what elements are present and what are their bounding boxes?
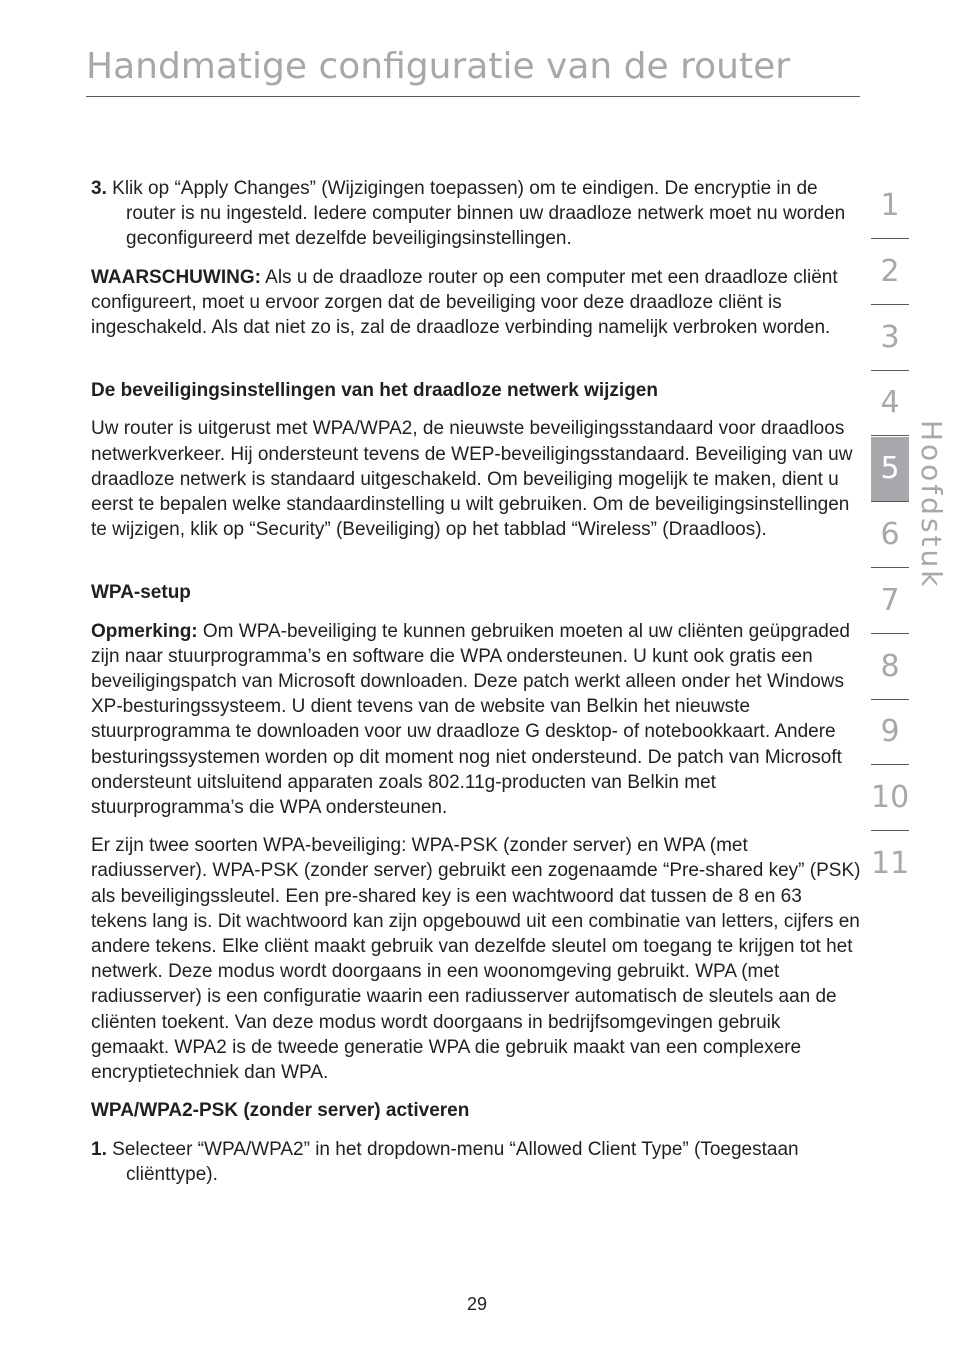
chapter-side-label: Hoofdstuk: [915, 420, 948, 590]
title-divider: [86, 96, 860, 97]
step-3-text: Klik op “Apply Changes” (Wijzigingen toepassen) om te eindigen. De encryptie in de router is nu ingesteld. Iedere computer binnen uw draadloze netwerk moet nu worden geconfigureerd met dezelfde beveiligingsinstellingen.: [112, 178, 846, 250]
chapter-tab-6[interactable]: 6: [871, 503, 909, 567]
chapter-tab-2[interactable]: 2: [871, 240, 909, 304]
page-title: Handmatige configuratie van de router: [86, 46, 791, 87]
chapter-tab-8[interactable]: 8: [871, 635, 909, 699]
chapter-tab-11[interactable]: 11: [871, 845, 910, 881]
chapter-tab-9[interactable]: 9: [871, 700, 909, 764]
heading-wpa-psk: WPA/WPA2-PSK (zonder server) activeren: [91, 1100, 470, 1122]
chapter-tabs: [871, 174, 909, 896]
chapter-tab-7[interactable]: 7: [871, 569, 909, 633]
step-1-number: 1.: [91, 1138, 107, 1160]
step-3-number: 3.: [91, 178, 107, 199]
warning-text: Als u de draadloze router op een computer met een draadloze cliënt configureert, moet u ervoor zorgen dat de beveiliging voor deze draadloze cliënt is ingeschakeld. Als dat niet zo is, zal de draadloze verbinding namelijk verbroken worden.: [91, 266, 838, 339]
warning-label: WAARSCHUWING:: [91, 266, 261, 288]
step-1-text: Selecteer “WPA/WPA2” in het dropdown-menu “Allowed Client Type” (Toegestaan cliënttype).: [112, 1138, 799, 1185]
chapter-tab-4[interactable]: 4: [871, 371, 909, 435]
wpa-types-paragraph: Er zijn twee soorten WPA-beveiliging: WPA-PSK (zonder server) en WPA (met radiusserver). WPA-PSK (zonder server) gebruikt een zogenaamde “Pre-shared key” (PSK) als beveiligingssleutel. Een pre-shared key is een wachtwoord dat tussen de 8 en 63 tekens lang is. Dit wachtwoord kan zijn opgebouwd uit een combinatie van letters, cijfers en andere tekens. Elke cliënt maakt gebruik van dezelfde sleutel om toegang te krijgen tot het netwerk. Deze modus wordt doorgaans in een woonomgeving gebruikt. WPA (met radiusserver) is een configuratie waarin een radiusserver automatisch de sleutels aan de cliënten toekent. Van deze modus wordt doorgaans in bedrijfsomgevingen gebruik gemaakt. WPA2 is de tweede generatie WPA die gebruik maakt van een complexere encryptietechniek dan WPA.: [91, 835, 861, 1084]
heading-wpa-setup: WPA-setup: [91, 582, 191, 604]
note-text: Om WPA-beveiliging te kunnen gebruiken moeten al uw cliënten geüpgraded zijn naar stuurprogramma’s en software die WPA ondersteunen. U kunt ook gratis een beveiligingspatch van Microsoft downloaden. Deze patch werkt alleen onder het Windows XP-besturingssysteem. U dient tevens van de website van Belkin het nieuwste stuurprogramma te downloaden voor uw draadloze G desktop- of notebookkaart. Andere besturingssystemen worden op dit moment nog niet ondersteund. De patch van Microsoft ondersteunt uitsluitend apparaten zoals 802.11g-producten van Belkin met stuurprogramma’s die WPA ondersteunen.: [91, 620, 850, 819]
note-paragraph: [91, 619, 861, 821]
security-paragraph: Uw router is uitgerust met WPA/WPA2, de nieuwste beveiligingsstandaard voor draadloos netwerkverkeer. Hij ondersteunt tevens de WEP-beveiligingsstandaard. Beveiliging van uw draadloze netwerk is standaard uitgeschakeld. Om beveiliging mogelijk te maken, dient u eerst te bepalen welke standaardinstelling u wilt gebruiken. Om de beveiligingsinstellingen te wijzigen, klik op “Security” (Beveiliging) op het tabblad “Wireless” (Draadloos).: [91, 418, 853, 541]
warning-paragraph: [91, 265, 861, 341]
chapter-tab-3[interactable]: 3: [871, 306, 909, 370]
heading-security-settings: De beveiligingsinstellingen van het draadloze netwerk wijzigen: [91, 380, 658, 402]
chapter-tab-5[interactable]: 5: [871, 437, 909, 501]
chapter-tab-1[interactable]: 1: [871, 174, 909, 238]
step-1: [91, 1137, 861, 1187]
page-number: 29: [466, 1294, 488, 1314]
note-label: Opmerking:: [91, 620, 198, 642]
step-3: [91, 176, 861, 252]
page-body: [91, 176, 861, 1187]
chapter-tab-10[interactable]: 10: [871, 766, 909, 830]
